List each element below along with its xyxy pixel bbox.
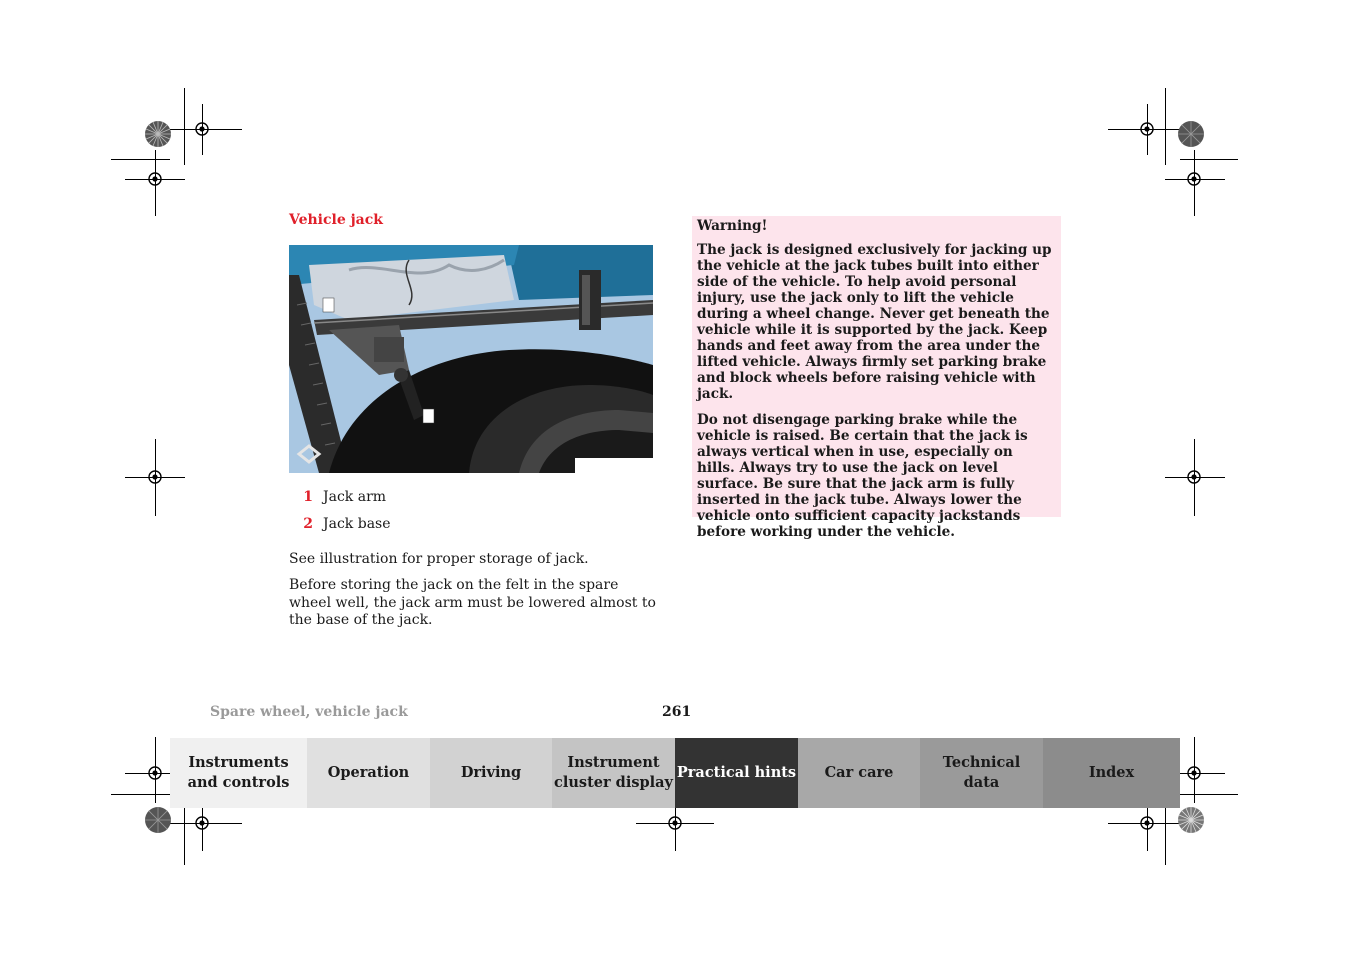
tab-technical-data[interactable]: [920, 738, 1043, 808]
color-rosette-icon: [144, 120, 172, 148]
warning-box: [692, 216, 1061, 540]
registration-target-icon: [193, 814, 211, 832]
tab-label-line: Instruments: [188, 754, 289, 771]
registration-target-icon: [1185, 764, 1203, 782]
tab-instruments-and-controls[interactable]: [170, 738, 307, 808]
tab-label-line: Practical hints: [676, 764, 797, 781]
illustration-legend: [289, 489, 391, 543]
legend-number: 1: [303, 489, 313, 505]
warning-paragraph: The jack is designed exclusively for jacking up the vehicle at the jack tubes built into either side of the vehicle. To help avoid personal injury, use the jack only to lift the vehicle during a wheel change. Never get beneath the vehicle while it is supported by the jack. Keep hands and feet away from the area under the lifted vehicle. Always firmly set parking brake and block wheels before raising vehicle with jack.: [697, 242, 1052, 402]
tab-label-line: and controls: [187, 774, 290, 791]
registration-target-icon: [1138, 120, 1156, 138]
tab-index[interactable]: [1043, 738, 1180, 808]
tab-label-line: Car care: [824, 764, 894, 781]
tab-label-line: Instrument: [567, 754, 660, 771]
color-rosette-icon: [1177, 806, 1205, 834]
tab-practical-hints[interactable]: [675, 738, 798, 808]
legend-label: Jack base: [323, 516, 391, 532]
tab-label-line: Operation: [327, 764, 410, 781]
tab-label-line: Technical: [942, 754, 1021, 771]
tab-car-care[interactable]: [798, 738, 920, 808]
registration-target-icon: [146, 764, 164, 782]
registration-target-icon: [1185, 468, 1203, 486]
section-title: Vehicle jack: [289, 212, 383, 228]
registration-target-icon: [1185, 170, 1203, 188]
registration-target-icon: [1138, 814, 1156, 832]
tab-driving[interactable]: [430, 738, 552, 808]
legend-item: [289, 489, 391, 516]
registration-target-icon: [193, 120, 211, 138]
body-paragraph: Before storing the jack on the felt in the spare wheel well, the jack arm must be lowered almost to the base of the jack.: [289, 577, 656, 628]
tab-instrument-cluster-display[interactable]: [552, 738, 675, 808]
jack-illustration: [289, 245, 653, 473]
legend-item: [289, 516, 391, 543]
registration-target-icon: [666, 814, 684, 832]
body-paragraph: See illustration for proper storage of jack.: [289, 551, 589, 567]
tab-label-line: Index: [1088, 764, 1135, 781]
color-rosette-icon: [144, 806, 172, 834]
tab-label-line: cluster display: [554, 774, 673, 791]
legend-label: Jack arm: [323, 489, 387, 505]
registration-target-icon: [146, 170, 164, 188]
chapter-tabs: [170, 738, 1180, 808]
tab-operation[interactable]: [307, 738, 430, 808]
footer-section-name: Spare wheel, vehicle jack: [210, 704, 408, 720]
color-rosette-icon: [1177, 120, 1205, 148]
legend-number: 2: [303, 516, 313, 532]
registration-target-icon: [146, 468, 164, 486]
page-number: 261: [662, 704, 692, 720]
warning-paragraph: Do not disengage parking brake while the vehicle is raised. Be certain that the jack is always vertical when in use, especially on hills. Always try to use the jack on level surface. Be sure that the jack arm is fully inserted in the jack tube. Always lower the vehicle onto sufficient capacity jackstands before working under the vehicle.: [697, 412, 1028, 540]
tab-label-line: data: [963, 774, 1000, 791]
tab-label-line: Driving: [460, 764, 522, 781]
warning-title: Warning!: [697, 218, 768, 234]
